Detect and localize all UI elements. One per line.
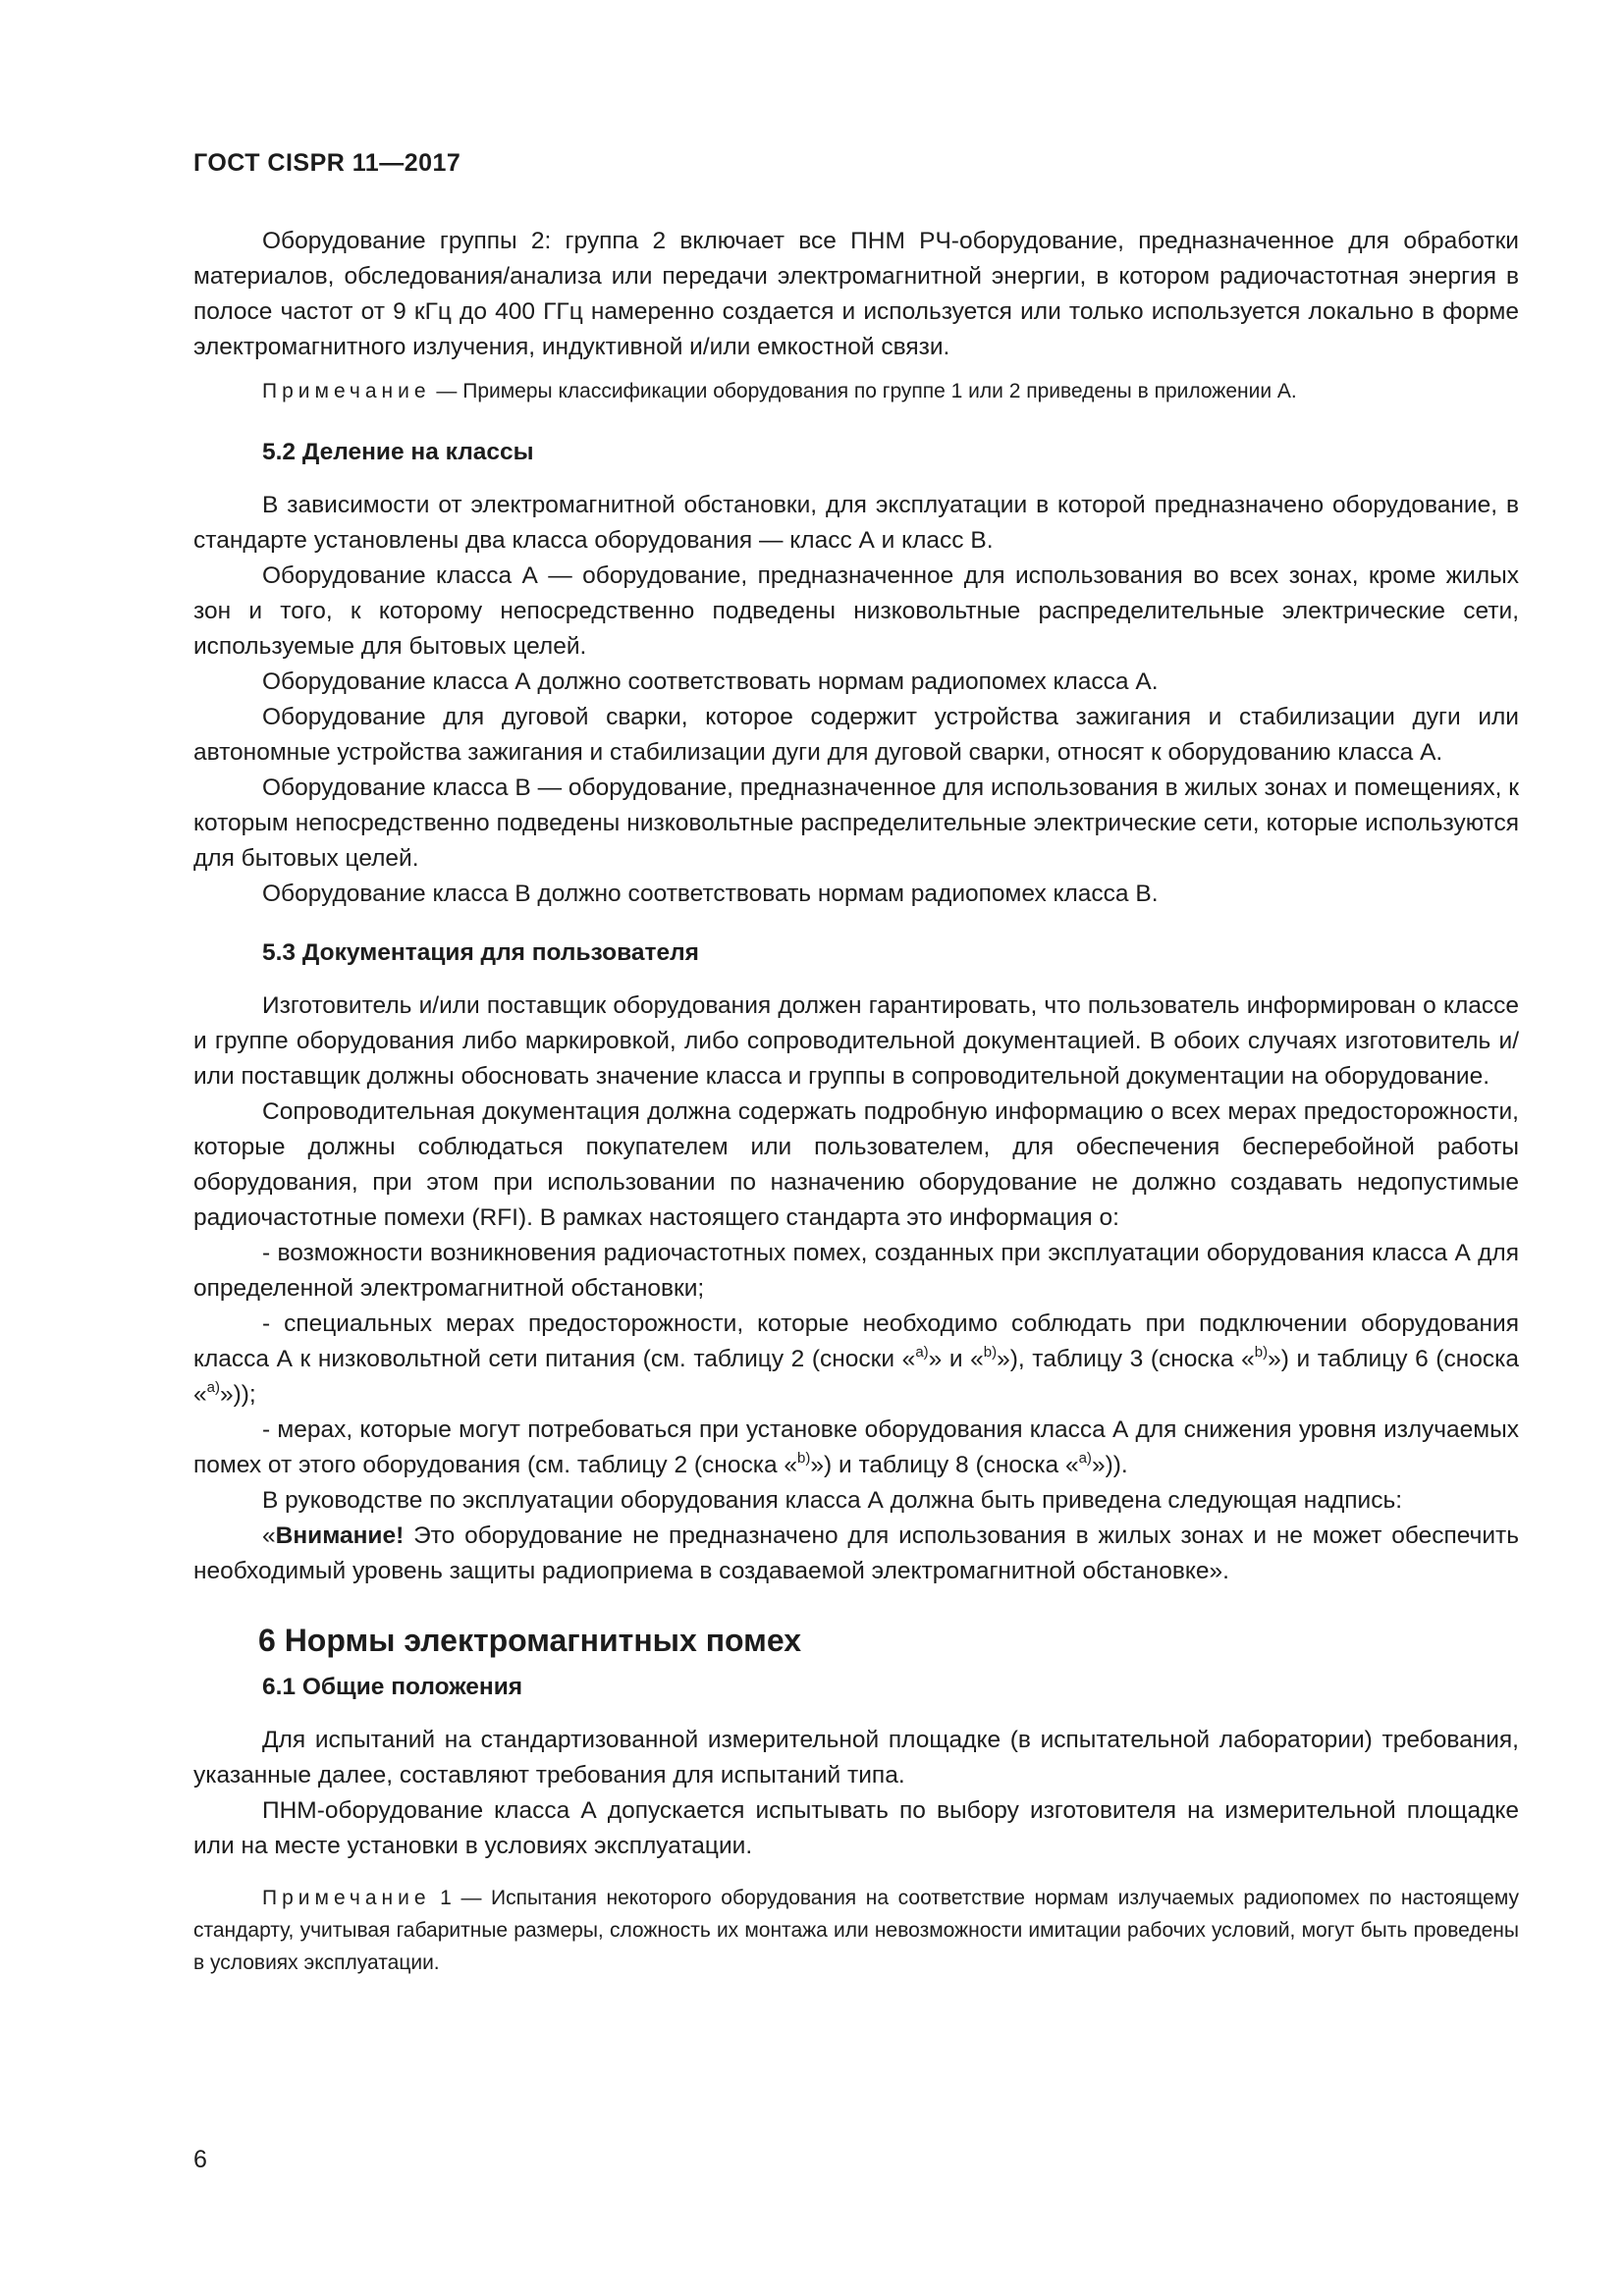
note-text: 1 — Испытания некоторого оборудования на соответствие нормам излучаемых радиопомех по настоящему стандарту, учитывая габаритные размеры, сложность их монтажа или невозможности имитации рабочих условий, могут быть проведены в условиях эксплуатации. — [193, 1887, 1519, 1974]
warning-label: Внимание! — [275, 1522, 405, 1549]
warning-text: Это оборудование не предназначено для использования в жилых зонах и не может обеспечить необходимый уровень защиты радиоприема в создаваемой электромагнитной обстановке». — [193, 1522, 1519, 1584]
note-classification — [193, 375, 1519, 407]
list-item-3-text: ») и таблицу 8 (сноска « — [810, 1452, 1079, 1478]
footnote-ref: b) — [1254, 1344, 1269, 1361]
warning-open-quote: « — [262, 1522, 276, 1549]
paragraph-5-2-2: Оборудование класса А — оборудование, предназначенное для использования во всех зонах, кроме жилых зон и того, к которому непосредственно подведены низковольтные распределительные электрические сети, используемые для бытовых целей. — [193, 562, 1519, 660]
footnote-ref: a) — [915, 1344, 929, 1361]
section-title-6-1: 6.1 Общие положения — [262, 1674, 523, 1700]
list-item-2-text: »)); — [219, 1381, 256, 1408]
list-item-2-text: ») и таблицу 6 (сноска « — [193, 1346, 1519, 1408]
note-text: — Примеры классификации оборудования по группе 1 или 2 приведены в приложении А. — [430, 380, 1297, 402]
footnote-ref: a) — [206, 1379, 220, 1396]
chapter-title-6: 6 Нормы электромагнитных помех — [258, 1623, 801, 1658]
list-item-2-text: - специальных мерах предосторожности, которые необходимо соблюдать при подключении оборудования класса А к низковольтной сети питания (см. таблицу 2 (сноски « — [193, 1310, 1519, 1372]
list-item-3-text: »)). — [1091, 1452, 1128, 1478]
document-body — [193, 224, 1519, 1979]
paragraph-5-3-1: Изготовитель и/или поставщик оборудования должен гарантировать, что пользователь информирован о классе и группе оборудования либо маркировкой, либо сопроводительной документацией. В обоих случаях изготовитель и/или поставщик должны обосновать значение класса и группы в сопроводительной документации на оборудование. — [193, 992, 1519, 1090]
footnote-ref: a) — [1078, 1450, 1092, 1467]
section-title-5-2: 5.2 Деление на классы — [262, 439, 534, 465]
warning-paragraph — [193, 1519, 1519, 1589]
section-title-5-3: 5.3 Документация для пользователя — [262, 939, 699, 966]
footnote-ref: b) — [983, 1344, 998, 1361]
note-label: Примечание — [262, 380, 431, 402]
list-item-1: - возможности возникновения радиочастотных помех, созданных при эксплуатации оборудования класса А для определенной электромагнитной обстановки; — [193, 1240, 1519, 1302]
paragraph-5-2-3: Оборудование класса А должно соответствовать нормам радиопомех класса А. — [262, 668, 1159, 695]
list-item-3-text: - мерах, которые могут потребоваться при установке оборудования класса А для снижения уровня излучаемых помех от этого оборудования (см. таблицу 2 (сноска « — [193, 1416, 1519, 1478]
list-item-2-text: »), таблицу 3 (сноска « — [997, 1346, 1255, 1372]
page-number: 6 — [193, 2146, 207, 2173]
paragraph-6-1-1: Для испытаний на стандартизованной измерительной площадке (в испытательной лаборатории) требования, указанные далее, составляют требования для испытаний типа. — [193, 1727, 1519, 1789]
note-6-1 — [193, 1882, 1519, 1979]
paragraph-5-3-3: В руководстве по эксплуатации оборудования класса А должна быть приведена следующая надпись: — [262, 1487, 1403, 1514]
paragraph-6-1-2: ПНМ-оборудование класса А допускается испытывать по выбору изготовителя на измерительной площадке или на месте установки в условиях эксплуатации. — [193, 1797, 1519, 1859]
list-item-2 — [193, 1307, 1519, 1413]
paragraph-5-2-1: В зависимости от электромагнитной обстановки, для эксплуатации в которой предназначено оборудование, в стандарте установлены два класса оборудования — класс А и класс В. — [193, 492, 1519, 554]
paragraph-group-2: Оборудование группы 2: группа 2 включает все ПНМ РЧ-оборудование, предназначенное для обработки материалов, обследования/анализа или передачи электромагнитной энергии, в котором радиочастотная энергия в полосе частот от 9 кГц до 400 ГГц намеренно создается и используется или только используется локально в форме электромагнитного излучения, индуктивной и/или емкостной связи. — [193, 228, 1519, 360]
list-item-2-text: » и « — [928, 1346, 984, 1372]
paragraph-5-2-6: Оборудование класса В должно соответствовать нормам радиопомех класса В. — [262, 881, 1159, 907]
paragraph-5-2-5: Оборудование класса В — оборудование, предназначенное для использования в жилых зонах и помещениях, к которым непосредственно подведены низковольтные распределительные электрические сети, которые используются для бытовых целей. — [193, 774, 1519, 872]
paragraph-5-2-4: Оборудование для дуговой сварки, которое содержит устройства зажигания и стабилизации дуги или автономные устройства зажигания и стабилизации дуги для дуговой сварки, относят к оборудованию класса А. — [193, 704, 1519, 766]
footnote-ref: b) — [797, 1450, 811, 1467]
note-label: Примечание — [262, 1887, 431, 1909]
document-header: ГОСТ CISPR 11—2017 — [193, 149, 461, 177]
paragraph-5-3-2: Сопроводительная документация должна содержать подробную информацию о всех мерах предосторожности, которые должны соблюдаться покупателем или пользователем, для обеспечения бесперебойной работы оборудования, при этом при использовании по назначению оборудование не должно создавать недопустимые радиочастотные помехи (RFI). В рамках настоящего стандарта это информация о: — [193, 1098, 1519, 1231]
list-item-3 — [193, 1413, 1519, 1483]
